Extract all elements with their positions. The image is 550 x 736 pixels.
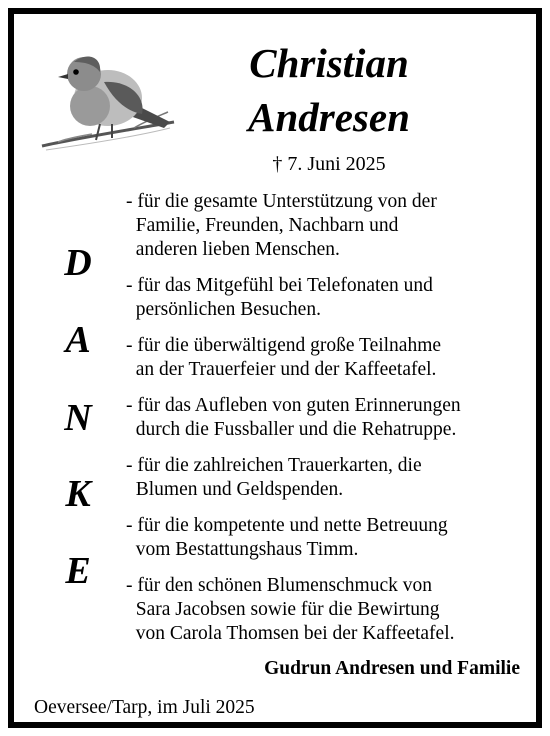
thanks-item: - für die gesamte Unterstützung von der Familie, Freunden, Nachbarn und anderen lieben Menschen. [126, 191, 437, 260]
thanks-item: - für die kompetente und nette Betreuung vom Bestattungshaus Timm. [126, 515, 448, 560]
obituary-notice [8, 8, 542, 728]
deceased-last-name: Andresen [248, 94, 410, 140]
danke-letter: A [65, 319, 91, 361]
robin-bird-icon [38, 42, 178, 162]
thanks-item: - für das Mitgefühl bei Telefonaten und persönlichen Besuchen. [126, 275, 433, 320]
danke-letter: D [64, 242, 92, 284]
deceased-first-name: Christian [249, 40, 409, 86]
thanks-item: - für das Aufleben von guten Erinnerungen durch die Fussballer und die Rehatruppe. [126, 395, 461, 440]
danke-letter: K [65, 473, 91, 515]
thanks-item: - für die überwältigend große Teilnahme an der Trauerfeier und der Kaffeetafel. [126, 335, 442, 380]
signature: Gudrun Andresen und Familie [264, 658, 520, 679]
death-date: † 7. Juni 2025 [272, 153, 386, 175]
thanks-item: - für die zahlreichen Trauerkarten, die Blumen und Geldspenden. [126, 455, 422, 500]
place-and-date: Oeversee/Tarp, im Juli 2025 [34, 697, 255, 718]
danke-letter: N [64, 397, 92, 439]
thanks-item: - für den schönen Blumenschmuck von Sara Jacobsen sowie für die Bewirtung von Carola Thomsen bei der Kaffeetafel. [126, 575, 455, 644]
danke-letter: E [65, 550, 91, 592]
